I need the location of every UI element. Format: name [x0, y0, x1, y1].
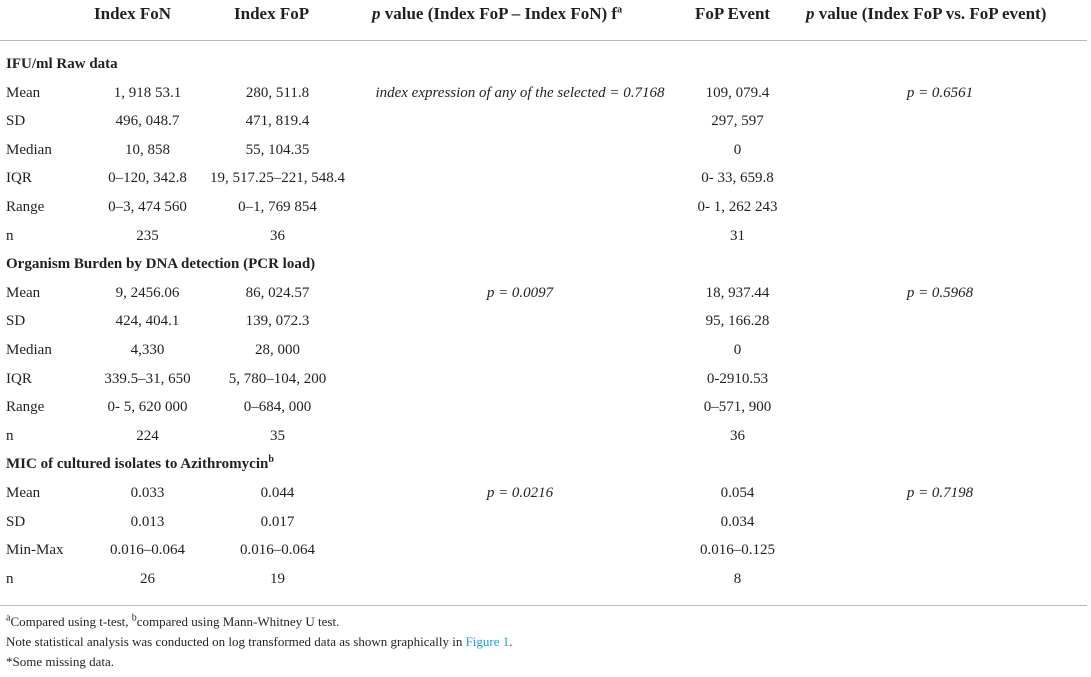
table-row	[0, 508, 1091, 536]
cell-index-fon: 0.013	[130, 513, 165, 530]
table-row	[0, 479, 1091, 507]
table-row	[0, 164, 1091, 192]
header-p-value-fop-fon: p value (Index FoP – Index FoN) $f^a$	[372, 4, 623, 23]
cell-index-fon: 0.016–0.064	[110, 542, 185, 559]
row-label: SD	[6, 313, 26, 330]
section-title-text: MIC of cultured isolates to Azithromycin	[6, 456, 269, 473]
row-label: Range	[6, 199, 45, 215]
table-row	[0, 279, 1091, 307]
row-label: IQR	[6, 370, 32, 387]
row-label: Min-Max	[6, 542, 64, 559]
table-row	[0, 79, 1091, 107]
table-row	[0, 307, 1091, 335]
header-divider	[0, 40, 1087, 41]
cell-index-fon: 4,330	[130, 342, 165, 358]
table-row	[0, 393, 1091, 421]
row-label: Mean	[6, 84, 41, 101]
row-label: SD	[6, 513, 26, 530]
cell-fop-event: 0	[733, 141, 742, 158]
cell-index-fop: 28, 000	[255, 342, 300, 358]
cell-p-value-fop-fon: p = 0.0097	[486, 284, 554, 301]
cell-index-fop: 35	[270, 427, 285, 444]
cell-index-fop: 0–1, 769 854	[238, 199, 317, 215]
cell-index-fon: 1, 918 53.1	[113, 84, 182, 101]
cell-index-fon: 9, 2456.06	[115, 284, 180, 301]
cell-index-fop: 280, 511.8	[245, 84, 310, 101]
row-label: Median	[6, 141, 52, 158]
table-row	[0, 107, 1091, 135]
cell-p-value-fop-fon: p = 0.0216	[486, 485, 554, 501]
section-row	[0, 50, 1091, 78]
cell-fop-event: 18, 937.44	[705, 284, 770, 301]
table-row	[0, 422, 1091, 450]
cell-index-fon: 0.033	[130, 485, 165, 501]
row-label: IQR	[6, 170, 32, 187]
footnote-log-transform: Note statistical analysis was conducted on log transformed data as shown graphically in Figure 1.	[6, 634, 513, 649]
section-title-text: IFU/ml Raw data	[6, 56, 118, 72]
row-label: SD	[6, 113, 26, 130]
cell-index-fop: 0.044	[260, 485, 295, 501]
cell-fop-event: 0- 1, 262 243	[697, 199, 778, 215]
row-label: Mean	[6, 485, 41, 501]
row-label: Range	[6, 399, 45, 416]
cell-p-value-fop-fon: index expression of any of the selected = 0.7168	[375, 84, 665, 101]
cell-index-fop: 5, 780–104, 200	[228, 370, 327, 387]
header-index-fon: Index FoN	[94, 4, 171, 23]
cell-index-fop: 86, 024.57	[245, 284, 310, 301]
table-row	[0, 222, 1091, 250]
section-title-text: Organism Burden by DNA detection (PCR load)	[6, 256, 316, 273]
row-label: n	[6, 570, 14, 587]
cell-index-fon: 26	[140, 570, 155, 587]
cell-fop-event: 31	[730, 227, 745, 244]
cell-fop-event: 0.054	[720, 485, 755, 501]
cell-fop-event: 0-2910.53	[706, 370, 769, 387]
cell-fop-event: 0.016–0.125	[700, 542, 775, 559]
cell-index-fon: 0–3, 474 560	[108, 199, 187, 215]
cell-fop-event: 8	[733, 570, 742, 587]
row-label: n	[6, 427, 14, 444]
cell-fop-event: 36	[730, 427, 745, 444]
footnote-tests: $^a$Compared using t-test, $^b$compared using Mann-Whitney U test.	[6, 612, 340, 629]
row-label: Median	[6, 342, 52, 358]
section-title	[6, 450, 274, 478]
cell-fop-event: 0–571, 900	[703, 399, 772, 416]
cell-p-value-fop-vs-event: p = 0.6561	[906, 84, 974, 101]
cell-index-fon: 0–120, 342.8	[108, 170, 187, 187]
cell-index-fon: 339.5–31, 650	[104, 370, 191, 387]
header-p-value-fop-vs-event: p value (Index FoP vs. FoP event)	[806, 4, 1047, 23]
cell-fop-event: 0- 33, 659.8	[701, 170, 774, 187]
cell-p-value-fop-vs-event: p = 0.5968	[906, 284, 974, 301]
cell-p-value-fop-vs-event: p = 0.7198	[906, 485, 974, 501]
section-title-sup: b	[268, 454, 274, 466]
table-row	[0, 193, 1091, 221]
section-row	[0, 250, 1091, 278]
cell-index-fop: 55, 104.35	[245, 141, 310, 158]
table-row	[0, 136, 1091, 164]
cell-index-fon: 0- 5, 620 000	[107, 399, 188, 416]
section-title	[6, 50, 118, 78]
footnote-missing-data: *Some missing data.	[6, 654, 114, 669]
row-label: n	[6, 227, 14, 244]
cell-index-fop: 0.017	[260, 513, 295, 530]
cell-fop-event: 0.034	[720, 513, 755, 530]
cell-fop-event: 95, 166.28	[705, 313, 770, 330]
cell-index-fon: 224	[136, 427, 159, 444]
cell-index-fon: 424, 404.1	[115, 313, 180, 330]
figure-1-link[interactable]: Figure 1	[465, 634, 510, 649]
cell-index-fon: 496, 048.7	[115, 113, 180, 130]
header-index-fop: Index FoP	[234, 4, 310, 23]
cell-index-fop: 19, 517.25–221, 548.4	[210, 170, 345, 187]
cell-fop-event: 109, 079.4	[705, 84, 770, 101]
header-fop-event: FoP Event	[695, 4, 771, 23]
cell-index-fop: 0.016–0.064	[240, 542, 315, 559]
table-row	[0, 336, 1091, 364]
cell-fop-event: 297, 597	[711, 113, 764, 130]
cell-index-fon: 10, 858	[125, 141, 170, 158]
table-row	[0, 365, 1091, 393]
row-label: Mean	[6, 284, 41, 301]
table-header	[0, 0, 1091, 40]
cell-index-fop: 36	[270, 227, 285, 244]
cell-index-fop: 0–684, 000	[243, 399, 312, 416]
table-footnotes	[6, 612, 513, 672]
table-row	[0, 536, 1091, 564]
section-title	[6, 250, 315, 278]
cell-index-fon: 235	[136, 227, 159, 244]
cell-index-fop: 139, 072.3	[245, 313, 310, 330]
table-row	[0, 565, 1091, 593]
table-bottom-rule	[0, 605, 1087, 606]
section-row	[0, 450, 1091, 478]
cell-index-fop: 471, 819.4	[245, 113, 310, 130]
cell-index-fop: 19	[270, 570, 285, 587]
cell-fop-event: 0	[733, 342, 742, 358]
